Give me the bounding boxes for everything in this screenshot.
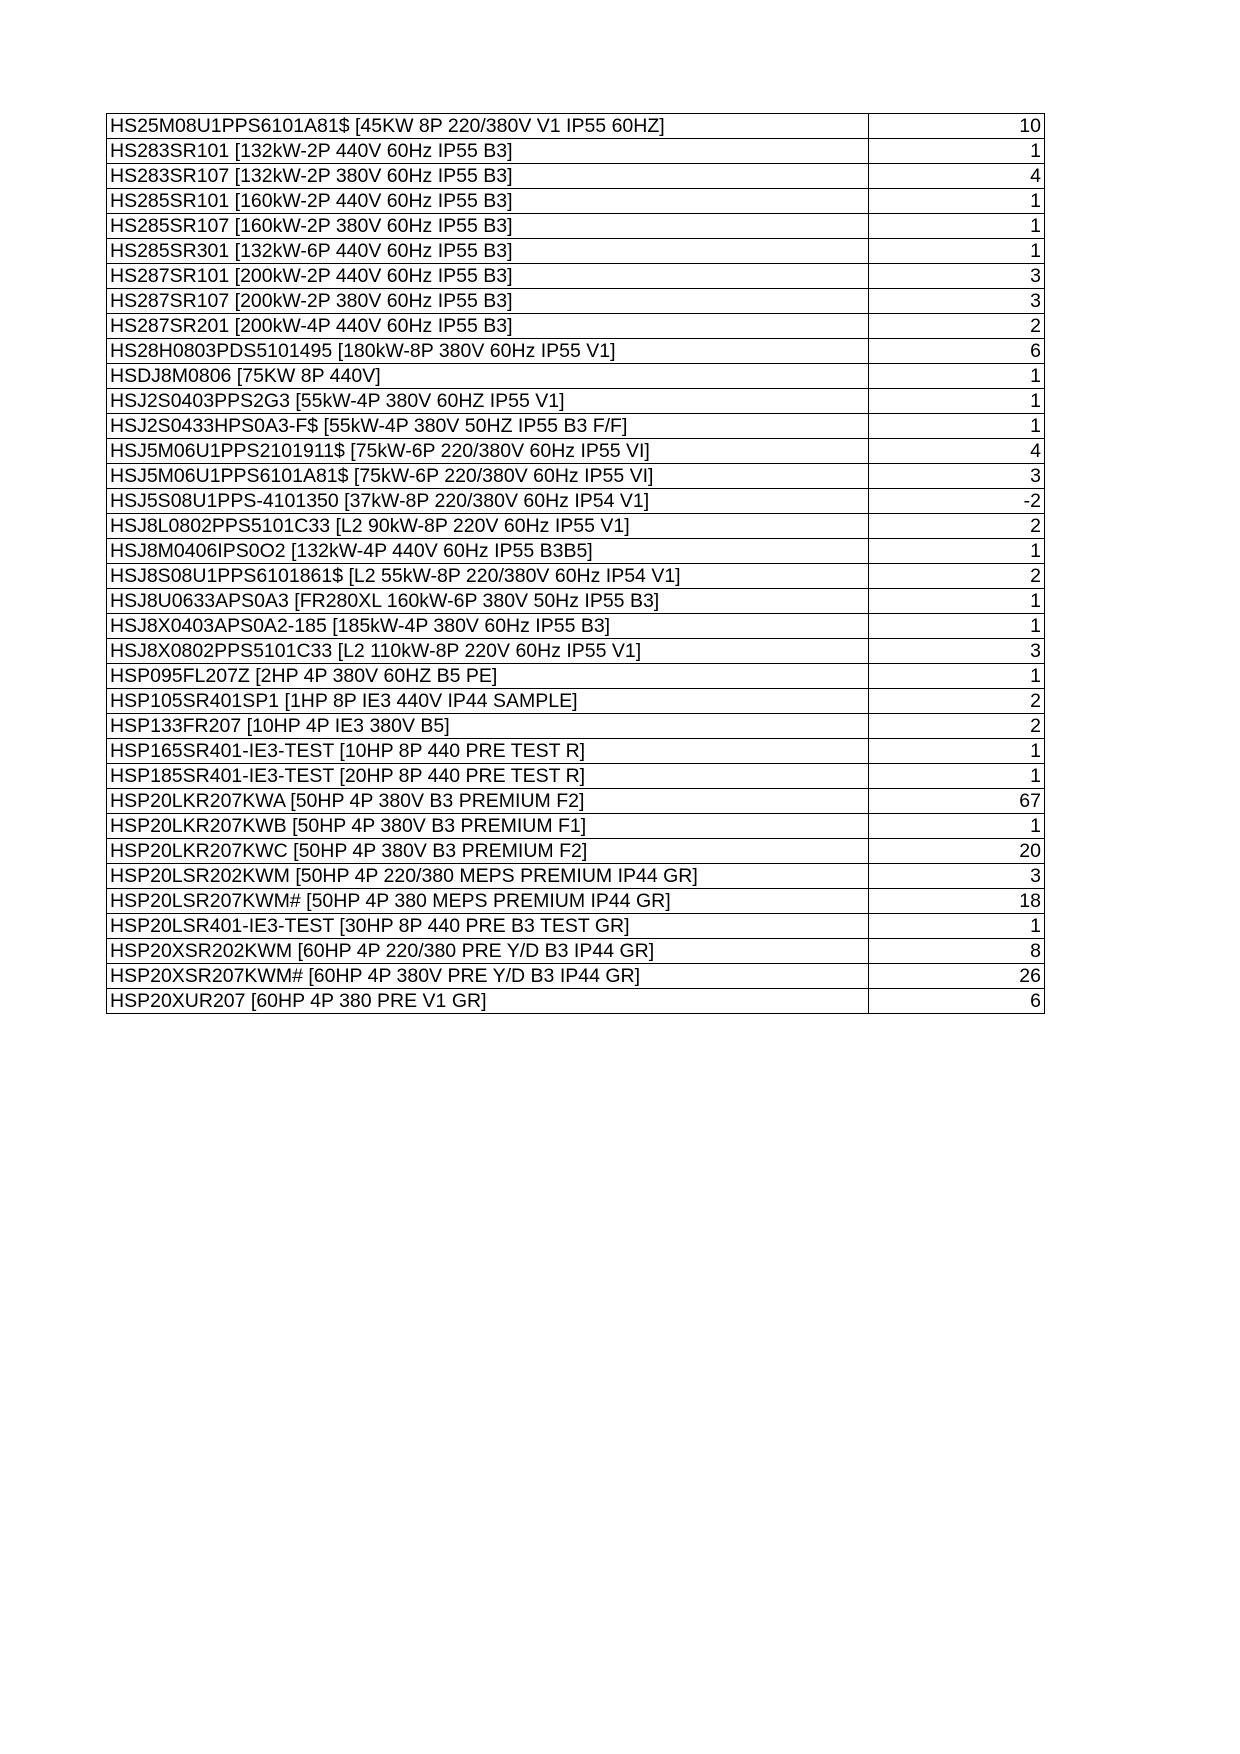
table-row bbox=[107, 239, 1045, 264]
table-row bbox=[107, 589, 1045, 614]
table-row bbox=[107, 264, 1045, 289]
quantity-cell: 67 bbox=[869, 789, 1045, 814]
quantity-cell: 2 bbox=[869, 314, 1045, 339]
table-row bbox=[107, 414, 1045, 439]
item-description-cell: HSJ5S08U1PPS-4101350 [37kW-8P 220/380V 60Hz IP54 V1] bbox=[107, 489, 869, 514]
item-description-cell: HSP20LSR202KWM [50HP 4P 220/380 MEPS PREMIUM IP44 GR] bbox=[107, 864, 869, 889]
quantity-cell: 6 bbox=[869, 989, 1045, 1014]
table-row bbox=[107, 539, 1045, 564]
item-description-cell: HSP20XSR202KWM [60HP 4P 220/380 PRE Y/D B3 IP44 GR] bbox=[107, 939, 869, 964]
quantity-cell: 1 bbox=[869, 764, 1045, 789]
table-row bbox=[107, 939, 1045, 964]
item-description-cell: HSJ8X0403APS0A2-185 [185kW-4P 380V 60Hz IP55 B3] bbox=[107, 614, 869, 639]
table-row bbox=[107, 664, 1045, 689]
item-description-cell: HSP20XSR207KWM# [60HP 4P 380V PRE Y/D B3 IP44 GR] bbox=[107, 964, 869, 989]
table-row bbox=[107, 864, 1045, 889]
table-row bbox=[107, 814, 1045, 839]
table-row bbox=[107, 489, 1045, 514]
table-row bbox=[107, 989, 1045, 1014]
item-description-cell: HSJ8S08U1PPS6101861$ [L2 55kW-8P 220/380V 60Hz IP54 V1] bbox=[107, 564, 869, 589]
table-row bbox=[107, 714, 1045, 739]
quantity-cell: 1 bbox=[869, 614, 1045, 639]
quantity-cell: 1 bbox=[869, 139, 1045, 164]
quantity-cell: 2 bbox=[869, 564, 1045, 589]
quantity-cell: 1 bbox=[869, 739, 1045, 764]
table-row bbox=[107, 889, 1045, 914]
item-description-cell: HS287SR101 [200kW-2P 440V 60Hz IP55 B3] bbox=[107, 264, 869, 289]
quantity-cell: 1 bbox=[869, 239, 1045, 264]
table-row bbox=[107, 514, 1045, 539]
quantity-cell: 3 bbox=[869, 864, 1045, 889]
quantity-cell: 6 bbox=[869, 339, 1045, 364]
table-row bbox=[107, 839, 1045, 864]
table-row bbox=[107, 364, 1045, 389]
quantity-cell: 26 bbox=[869, 964, 1045, 989]
item-description-cell: HSP165SR401-IE3-TEST [10HP 8P 440 PRE TEST R] bbox=[107, 739, 869, 764]
quantity-cell: 10 bbox=[869, 114, 1045, 139]
quantity-cell: 1 bbox=[869, 664, 1045, 689]
inventory-sheet bbox=[106, 113, 1044, 1014]
inventory-table bbox=[106, 113, 1045, 1014]
table-row bbox=[107, 289, 1045, 314]
item-description-cell: HSP185SR401-IE3-TEST [20HP 8P 440 PRE TEST R] bbox=[107, 764, 869, 789]
item-description-cell: HSP133FR207 [10HP 4P IE3 380V B5] bbox=[107, 714, 869, 739]
item-description-cell: HSJ5M06U1PPS6101A81$ [75kW-6P 220/380V 60Hz IP55 VI] bbox=[107, 464, 869, 489]
quantity-cell: 3 bbox=[869, 264, 1045, 289]
table-row bbox=[107, 764, 1045, 789]
quantity-cell: 20 bbox=[869, 839, 1045, 864]
quantity-cell: 1 bbox=[869, 814, 1045, 839]
quantity-cell: 8 bbox=[869, 939, 1045, 964]
item-description-cell: HSJ2S0403PPS2G3 [55kW-4P 380V 60HZ IP55 V1] bbox=[107, 389, 869, 414]
quantity-cell: 1 bbox=[869, 539, 1045, 564]
item-description-cell: HS28H0803PDS5101495 [180kW-8P 380V 60Hz IP55 V1] bbox=[107, 339, 869, 364]
table-row bbox=[107, 739, 1045, 764]
item-description-cell: HSP20LSR207KWM# [50HP 4P 380 MEPS PREMIUM IP44 GR] bbox=[107, 889, 869, 914]
table-row bbox=[107, 789, 1045, 814]
quantity-cell: 4 bbox=[869, 439, 1045, 464]
item-description-cell: HSP20XUR207 [60HP 4P 380 PRE V1 GR] bbox=[107, 989, 869, 1014]
item-description-cell: HSJ2S0433HPS0A3-F$ [55kW-4P 380V 50HZ IP55 B3 F/F] bbox=[107, 414, 869, 439]
item-description-cell: HS283SR101 [132kW-2P 440V 60Hz IP55 B3] bbox=[107, 139, 869, 164]
quantity-cell: 4 bbox=[869, 164, 1045, 189]
quantity-cell: 2 bbox=[869, 689, 1045, 714]
table-row bbox=[107, 914, 1045, 939]
table-row bbox=[107, 339, 1045, 364]
quantity-cell: -2 bbox=[869, 489, 1045, 514]
quantity-cell: 1 bbox=[869, 414, 1045, 439]
item-description-cell: HSDJ8M0806 [75KW 8P 440V] bbox=[107, 364, 869, 389]
quantity-cell: 1 bbox=[869, 589, 1045, 614]
item-description-cell: HSP105SR401SP1 [1HP 8P IE3 440V IP44 SAMPLE] bbox=[107, 689, 869, 714]
table-row bbox=[107, 439, 1045, 464]
table-row bbox=[107, 389, 1045, 414]
item-description-cell: HS285SR107 [160kW-2P 380V 60Hz IP55 B3] bbox=[107, 214, 869, 239]
item-description-cell: HS285SR301 [132kW-6P 440V 60Hz IP55 B3] bbox=[107, 239, 869, 264]
quantity-cell: 3 bbox=[869, 464, 1045, 489]
table-row bbox=[107, 214, 1045, 239]
table-row bbox=[107, 614, 1045, 639]
quantity-cell: 1 bbox=[869, 389, 1045, 414]
table-row bbox=[107, 689, 1045, 714]
item-description-cell: HSJ8L0802PPS5101C33 [L2 90kW-8P 220V 60Hz IP55 V1] bbox=[107, 514, 869, 539]
table-row bbox=[107, 964, 1045, 989]
quantity-cell: 1 bbox=[869, 914, 1045, 939]
table-row bbox=[107, 564, 1045, 589]
table-row bbox=[107, 314, 1045, 339]
item-description-cell: HSP20LSR401-IE3-TEST [30HP 8P 440 PRE B3 TEST GR] bbox=[107, 914, 869, 939]
quantity-cell: 2 bbox=[869, 514, 1045, 539]
item-description-cell: HSP20LKR207KWB [50HP 4P 380V B3 PREMIUM F1] bbox=[107, 814, 869, 839]
item-description-cell: HSJ8X0802PPS5101C33 [L2 110kW-8P 220V 60Hz IP55 V1] bbox=[107, 639, 869, 664]
quantity-cell: 3 bbox=[869, 639, 1045, 664]
item-description-cell: HS25M08U1PPS6101A81$ [45KW 8P 220/380V V1 IP55 60HZ] bbox=[107, 114, 869, 139]
item-description-cell: HSJ8M0406IPS0O2 [132kW-4P 440V 60Hz IP55 B3B5] bbox=[107, 539, 869, 564]
quantity-cell: 2 bbox=[869, 714, 1045, 739]
inventory-table-body bbox=[107, 114, 1045, 1014]
item-description-cell: HSJ8U0633APS0A3 [FR280XL 160kW-6P 380V 50Hz IP55 B3] bbox=[107, 589, 869, 614]
table-row bbox=[107, 139, 1045, 164]
quantity-cell: 18 bbox=[869, 889, 1045, 914]
table-row bbox=[107, 639, 1045, 664]
quantity-cell: 1 bbox=[869, 364, 1045, 389]
item-description-cell: HSP20LKR207KWA [50HP 4P 380V B3 PREMIUM F2] bbox=[107, 789, 869, 814]
item-description-cell: HS283SR107 [132kW-2P 380V 60Hz IP55 B3] bbox=[107, 164, 869, 189]
table-row bbox=[107, 164, 1045, 189]
item-description-cell: HSJ5M06U1PPS2101911$ [75kW-6P 220/380V 60Hz IP55 VI] bbox=[107, 439, 869, 464]
table-row bbox=[107, 114, 1045, 139]
item-description-cell: HS287SR201 [200kW-4P 440V 60Hz IP55 B3] bbox=[107, 314, 869, 339]
item-description-cell: HSP20LKR207KWC [50HP 4P 380V B3 PREMIUM F2] bbox=[107, 839, 869, 864]
item-description-cell: HS285SR101 [160kW-2P 440V 60Hz IP55 B3] bbox=[107, 189, 869, 214]
table-row bbox=[107, 189, 1045, 214]
quantity-cell: 3 bbox=[869, 289, 1045, 314]
item-description-cell: HS287SR107 [200kW-2P 380V 60Hz IP55 B3] bbox=[107, 289, 869, 314]
quantity-cell: 1 bbox=[869, 214, 1045, 239]
item-description-cell: HSP095FL207Z [2HP 4P 380V 60HZ B5 PE] bbox=[107, 664, 869, 689]
table-row bbox=[107, 464, 1045, 489]
quantity-cell: 1 bbox=[869, 189, 1045, 214]
